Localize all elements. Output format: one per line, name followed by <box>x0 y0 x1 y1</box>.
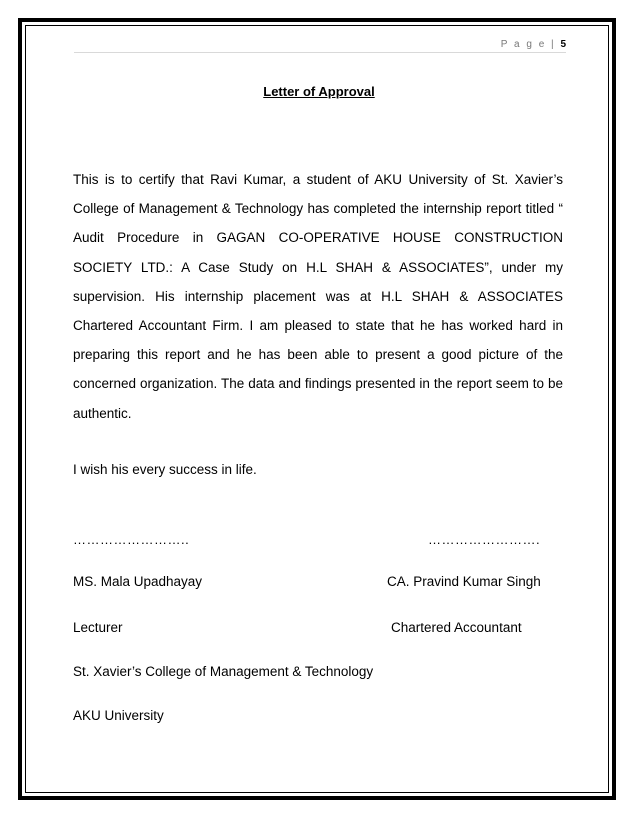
page-label: P a g e | <box>500 39 556 50</box>
header-rule <box>74 52 566 53</box>
signatory-right-title: Chartered Accountant <box>391 620 522 635</box>
signatory-left-name: MS. Mala Upadhayay <box>73 574 203 589</box>
signatory-left-title: Lecturer <box>73 620 123 635</box>
page-number-value: 5 <box>560 39 566 50</box>
signature-line-right: ……………………. <box>428 532 541 547</box>
letter-title: Letter of Approval <box>263 84 375 99</box>
page-number <box>501 39 566 50</box>
university-name: AKU University <box>73 708 164 723</box>
letter-body-paragraph: This is to certify that Ravi Kumar, a student of AKU University of St. Xavier’s College of Management & Technology has completed the internship report titled “ Audit Procedure in GAGAN CO-OPERATIVE HOUSE CONSTRUCTION SOCIETY LTD.: A Case Study on H.L SHAH & ASSOCIATES”, under my supervision. His internship placement was at H.L SHAH & ASSOCIATES Chartered Accountant Firm. I am pleased to state that he has worked hard in preparing this report and he has been able to present a good picture of the concerned organization. The data and findings presented in the report seem to be authentic. <box>73 172 563 421</box>
signatory-right-name: CA. Pravind Kumar Singh <box>387 574 541 589</box>
letter-closing: I wish his every success in life. <box>73 462 257 477</box>
letter-body <box>73 165 563 428</box>
institution-name: St. Xavier’s College of Management & Technology <box>73 664 374 679</box>
signature-line-left: …………………….. <box>73 532 190 547</box>
